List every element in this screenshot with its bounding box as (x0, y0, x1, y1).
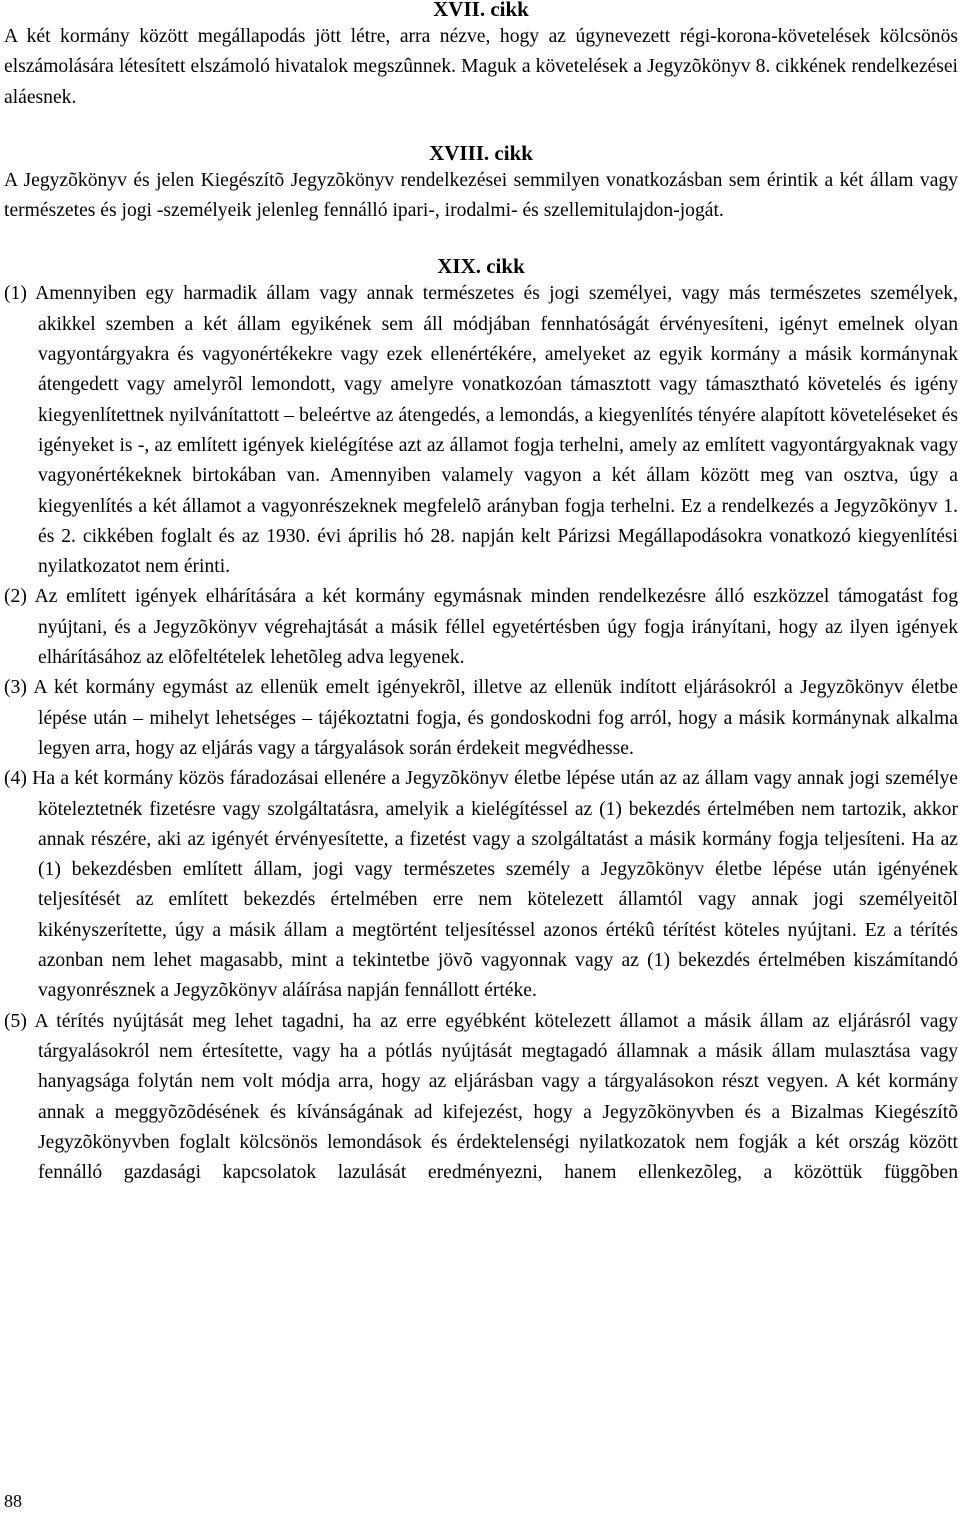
article-heading-xviii: XVIII. cikk (429, 140, 533, 165)
article-heading-xvii: XVII. cikk (433, 0, 529, 21)
article-xix-paragraph-3: (3) A két kormány egymást az ellenük emelt igényekrõl, illetve az ellenük indított eljárásokról a Jegyzõkönyv életbe lépése után – mihelyt lehetséges – tájékoztatni fogja, és gondoskodni fog arról, hogy a másik kormánynak alkalma legyen arra, hogy az eljárás vagy a tárgyalások során érdekeit megvédhesse. (4, 677, 958, 759)
page-number: 88 (4, 1491, 22, 1511)
article-xix-paragraph-4: (4) Ha a két kormány közös fáradozásai ellenére a Jegyzõkönyv életbe lépése után az az állam vagy annak jogi személye köteleztetnék fizetésre vagy szolgáltatásra, amelyik a kielégítéssel az (1) bekezdés értelmében nem tartozik, akkor annak részére, aki az igényét érvényesítette, a fizetést vagy a szolgáltatást a másik kormány fogja teljesíteni. Ha az (1) bekezdésben említett állam, jogi vagy természetes személy a Jegyzõkönyv életbe lépése után igényének teljesítését az említett bekezdés értelmében erre nem kötelezett államtól vagy annak jogi személyeitõl kikényszerítette, úgy a másik állam a megtörtént teljesítéssel azonos értékû térítést köteles nyújtani. Ez a térítés azonban nem lehet magasabb, mint a tekintetbe jövõ vagyonnak vagy az (1) bekezdés értelmében kiszámítandó vagyonrésznek a Jegyzõkönyv aláírása napján fennállott értéke. (4, 768, 958, 1002)
article-xix-paragraph-1: (1) Amennyiben egy harmadik állam vagy annak természetes és jogi személyei, vagy más természetes személyek, akikkel szemben a két állam egyikének sem áll módjában fennhatóságát érvényesíteni, igényt emelnek olyan vagyontárgyakra és vagyonértékekre vagy ezek ellenértékére, amelyeket az egyik kormány a másik kormánynak átengedett vagy amelyrõl lemondott, vagy amelyre vonatkozóan támasztott vagy támasztható követelés és igény kiegyenlítettnek nyilvánítattott – beleértve az átengedés, a lemondás, a kiegyenlítés tényére alapított követeléseket és igényeket is -, az említett igények kielégítése azt az államot fogja terhelni, amely az említett vagyontárgyaknak vagy vagyonértékeknek birtokában van. Amennyiben valamely vagyon a két állam között meg van osztva, úgy a kiegyenlítés a két államot a vagyonrészeknek megfelelõ arányban fogja terhelni. Ez a rendelkezés a Jegyzõkönyv 1. és 2. cikkében foglalt és az 1930. évi április hó 28. napján kelt Párizsi Megállapodásokra vonatkozó kiegyenlítési nyilatkozatot nem érinti. (4, 283, 958, 578)
article-heading-xix: XIX. cikk (437, 254, 525, 279)
article-xvii-paragraph: A két kormány között megállapodás jött létre, arra nézve, hogy az úgynevezett régi-korona-követelések kölcsönös elszámolására létesített elszámoló hivatalok megszûnnek. Maguk a követelések a Jegyzõkönyv 8. cikkének rendelkezései aláesnek. (4, 26, 958, 108)
article-xviii-paragraph: A Jegyzõkönyv és jelen Kiegészítõ Jegyzõkönyv rendelkezései semmilyen vonatkozásban sem érintik a két állam vagy természetes és jogi -személyeik jelenleg fennálló ipari-, irodalmi- és szellemitulajdon-jogát. (4, 169, 958, 222)
document-page (4, 0, 958, 1188)
article-xix-paragraph-5: (5) A térítés nyújtását meg lehet tagadni, ha az erre egyébként kötelezett államot a másik állam az eljárásról vagy tárgyalásokról nem értesítette, vagy ha a pótlás nyújtását megtagadó államnak a másik állam mulasztása vagy hanyagsága folytán nem volt módja arra, hogy az eljárásban vagy a tárgyalásokon részt vegyen. A két kormány annak a meggyõzõdésének és kívánságának ad kifejezést, hogy a Jegyzõkönyvben és a Bizalmas Kiegészítõ Jegyzõkönyvben foglalt kölcsönös lemondások és érdektelenségi nyilatkozatok nem fogják a két ország között fennálló gazdasági kapcsolatok lazulását eredményezni, hanem ellenkezõleg, a közöttük függõben (4, 1010, 958, 1184)
article-xix-paragraph-2: (2) Az említett igények elhárítására a két kormány egymásnak minden rendelkezésre álló eszközzel támogatást fog nyújtani, és a Jegyzõkönyv végrehajtását a másik féllel egyetértésben úgy fogja irányítani, hogy az ilyen igények elhárításához az elõfeltételek lehetõleg adva legyenek. (4, 586, 958, 669)
